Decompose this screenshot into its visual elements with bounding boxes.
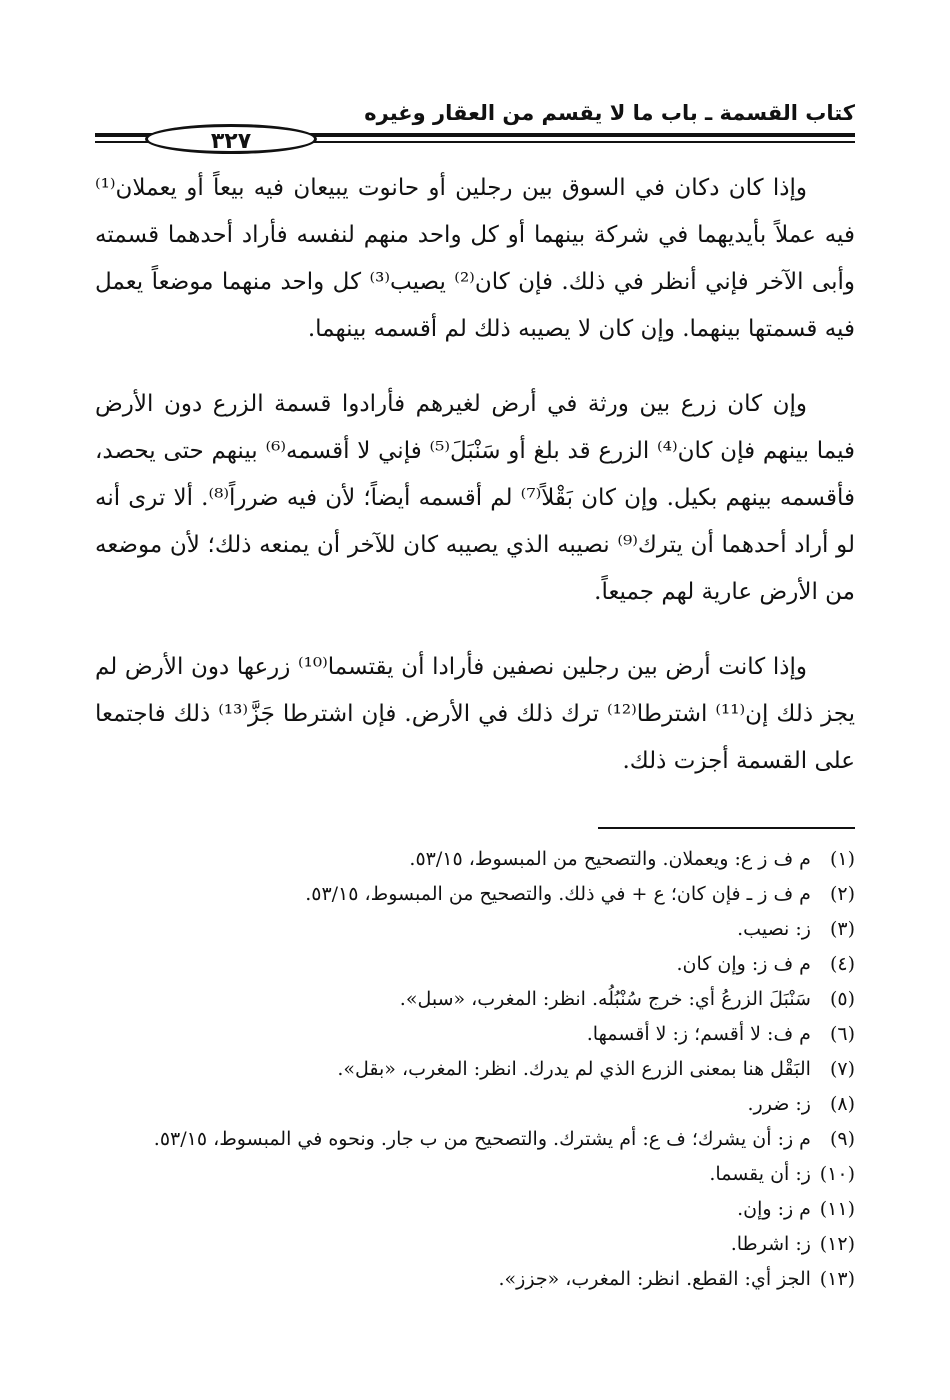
paragraph-1: وإذا كان دكان في السوق بين رجلين أو حانوت يبيعان فيه بيعاً أو يعملان⁽¹⁾ فيه عملاً بأيديهما في شركة بينهما أو كل واحد منهم لنفسه فأراد أحدهما قسمته وأبى الآخر فإني أنظر في ذلك. فإن كان⁽²⁾ يصيب⁽³⁾ كل واحد منهما موضعاً يعمل فيه قسمتها بينهما. وإن كان لا يصيبه ذلك لم أقسمه بينهما. [95, 175, 855, 342]
footnote-item [95, 1122, 855, 1157]
footnote-number: (٨) [829, 1093, 855, 1115]
footnote-text: م ف: لا أقسم؛ ز: لا أقسمها. [586, 1023, 811, 1045]
footnote-text: م ف ز: وإن كان. [676, 953, 811, 975]
footnote-text: ز: ضرر. [747, 1093, 811, 1115]
footnote-text: م ف ز ع: ويعملان. والتصحيح من المبسوط، ٥٣/١٥. [409, 848, 811, 870]
footnotes [95, 842, 855, 1297]
footnote-item [95, 1017, 855, 1052]
footnote-item [95, 1192, 855, 1227]
header-rule [95, 124, 855, 158]
footnote-number: (١) [829, 848, 855, 870]
footnote-number: (٢) [829, 883, 855, 905]
footnote-number: (٥) [829, 988, 855, 1010]
footnote-number: (١٠) [819, 1163, 855, 1185]
footnote-number: (٧) [829, 1058, 855, 1080]
footnote-item [95, 947, 855, 982]
footnote-item [95, 1087, 855, 1122]
footnote-text: ز: نصيب. [737, 918, 811, 940]
footnote-item [95, 877, 855, 912]
footnote-number: (٦) [829, 1023, 855, 1045]
running-header: كتاب القسمة ـ باب ما لا يقسم من العقار وغيره [364, 101, 855, 125]
footnote-number: (٣) [829, 918, 855, 940]
footnote-number: (٤) [829, 953, 855, 975]
footnote-text: م ف ز ـ فإن كان؛ ع + في ذلك. والتصحيح من المبسوط، ٥٣/١٥. [305, 883, 811, 905]
footnote-number: (٩) [829, 1128, 855, 1150]
footnote-separator [598, 827, 855, 829]
footnote-item [95, 1227, 855, 1262]
footnote-number: (١١) [819, 1198, 855, 1220]
footnote-item [95, 912, 855, 947]
footnote-item [95, 1157, 855, 1192]
footnote-number: (١٣) [819, 1268, 855, 1290]
main-text [95, 165, 855, 813]
footnote-item [95, 1262, 855, 1297]
footnote-item [95, 982, 855, 1017]
footnote-item [95, 842, 855, 877]
page-number: ٣٢٧ [145, 124, 317, 154]
footnote-text: ز: أن يقسما. [709, 1163, 811, 1185]
footnote-text: البَقْل هنا بمعنى الزرع الذي لم يدرك. انظر: المغرب، «بقل». [337, 1058, 811, 1080]
paragraph-2: وإن كان زرع بين ورثة في أرض لغيرهم فأرادوا قسمة الزرع دون الأرض فيما بينهم فإن كان⁽⁴⁾ الزرع قد بلغ أو سَنْبَلَ⁽⁵⁾ فإني لا أقسمه⁽⁶⁾ بينهم حتى يحصد، فأقسمه بينهم بكيل. وإن كان بَقْلاً⁽⁷⁾ لم أقسمه أيضاً؛ لأن فيه ضرراً⁽⁸⁾. ألا ترى أنه لو أراد أحدهما أن يترك⁽⁹⁾ نصيبه الذي يصيبه كان للآخر أن يمنعه ذلك؛ لأن موضعه من الأرض عارية لهم جميعاً. [95, 391, 856, 605]
footnote-text: م ز: وإن. [737, 1198, 811, 1220]
paragraph-3: وإذا كانت أرض بين رجلين نصفين فأرادا أن يقتسما⁽¹⁰⁾ زرعها دون الأرض لم يجز ذلك إن⁽¹¹⁾ اشترطا⁽¹²⁾ ترك ذلك في الأرض. فإن اشترطا جَزَّ⁽¹³⁾ ذلك فاجتمعا على القسمة أجزت ذلك. [95, 654, 856, 774]
footnote-text: م ز: أن يشرك؛ ف ع: أم يشترك. والتصحيح من ب جار. ونحوه في المبسوط، ٥٣/١٥. [153, 1128, 811, 1150]
footnote-text: ز: اشرطا. [730, 1233, 811, 1255]
footnote-text: الجز أي: القطع. انظر: المغرب، «جزز». [498, 1268, 811, 1290]
footnote-text: سَنْبَلَ الزرعُ أي: خرج سُنْبُلُه. انظر: المغرب، «سبل». [399, 988, 811, 1010]
footnote-number: (١٢) [819, 1233, 855, 1255]
footnote-item [95, 1052, 855, 1087]
